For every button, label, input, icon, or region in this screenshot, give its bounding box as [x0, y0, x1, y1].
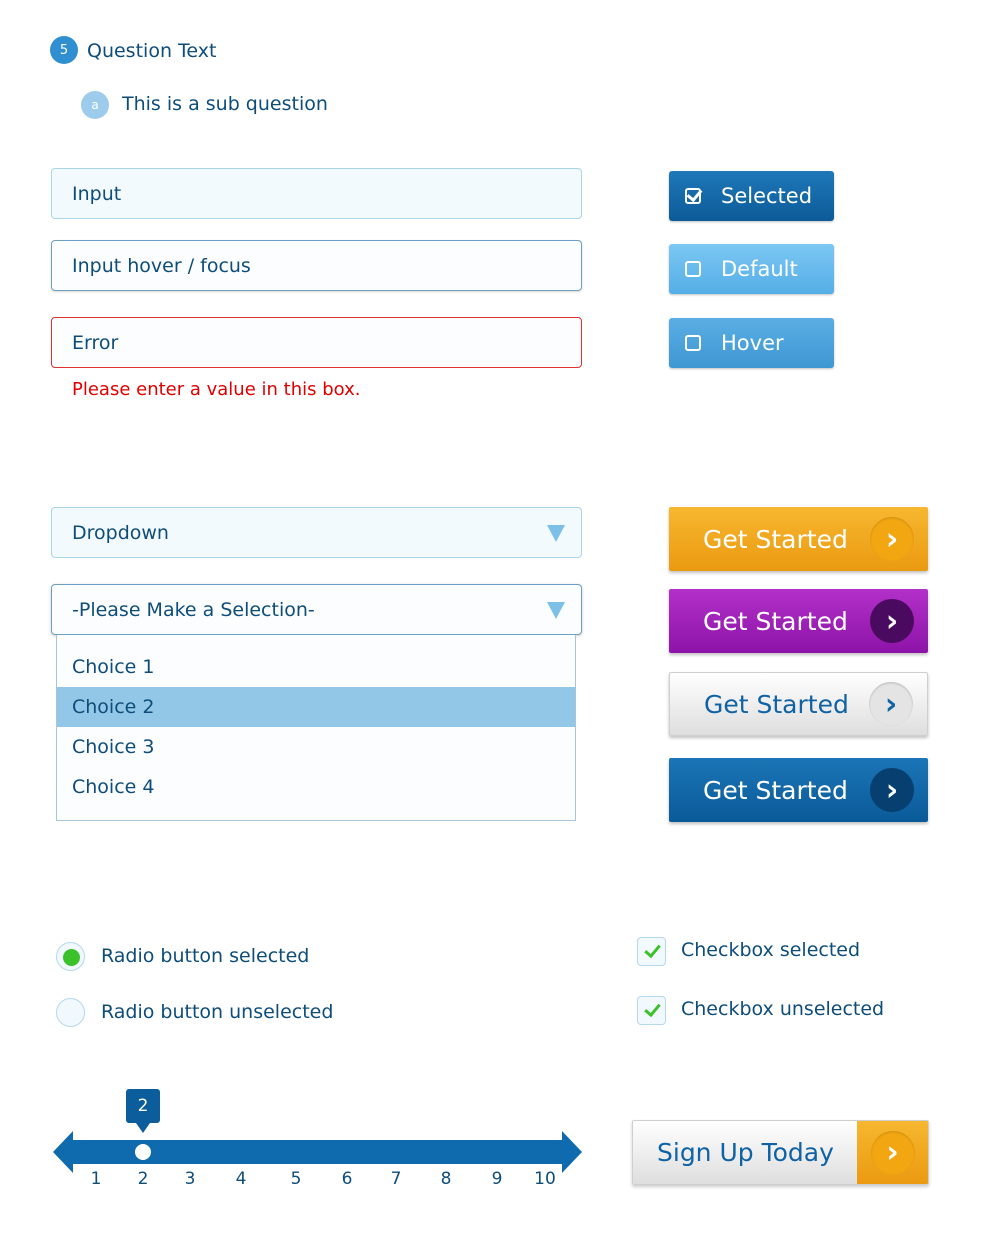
slider-tick-label: 10: [534, 1169, 556, 1189]
sign-up-label: Sign Up Today: [633, 1121, 857, 1184]
chevron-right-icon: ›: [871, 1131, 915, 1175]
chevron-right-icon: ›: [870, 599, 914, 643]
dropdown-option-highlighted[interactable]: Choice 2: [57, 687, 575, 727]
get-started-label: Get Started: [704, 689, 849, 719]
checkbox-empty-icon: [685, 261, 701, 277]
chevron-right-icon: ›: [870, 517, 914, 561]
dropdown-closed-value: Dropdown: [72, 521, 169, 544]
checkbox-unselected[interactable]: [637, 996, 666, 1025]
get-started-blue-button[interactable]: [669, 758, 928, 822]
get-started-grey-button[interactable]: [669, 672, 928, 736]
slider-tick-label: 1: [90, 1169, 102, 1189]
slider-tick-label: 8: [440, 1169, 452, 1189]
checkbox-unselected-label: Checkbox unselected: [681, 998, 885, 1020]
dropdown-open-value: -Please Make a Selection-: [72, 598, 315, 621]
sign-up-arrow: [857, 1121, 928, 1184]
dropdown-open[interactable]: [51, 584, 582, 635]
slider-tick-label: 3: [184, 1169, 196, 1189]
chevron-right-icon: ›: [869, 682, 913, 726]
toggle-hover-label: Hover: [721, 331, 784, 355]
text-input-hover[interactable]: Input hover / focus: [51, 240, 582, 291]
slider-tick-label: 2: [137, 1169, 149, 1189]
toggle-default-button[interactable]: [669, 244, 834, 294]
get-started-label: Get Started: [703, 524, 848, 554]
slider-handle[interactable]: [135, 1144, 151, 1160]
toggle-selected-label: Selected: [721, 184, 813, 208]
triangle-down-icon: [547, 525, 565, 542]
checkbox-selected-label: Checkbox selected: [681, 939, 861, 961]
triangle-down-icon: [547, 602, 565, 619]
slider-track[interactable]: [53, 1130, 582, 1174]
error-message: Please enter a value in this box.: [72, 379, 361, 400]
toggle-selected-button[interactable]: [669, 171, 834, 221]
toggle-hover-button[interactable]: [669, 318, 834, 368]
dropdown-closed[interactable]: [51, 507, 582, 558]
dropdown-option[interactable]: Choice 1: [72, 656, 155, 678]
radio-unselected-label: Radio button unselected: [101, 1001, 334, 1023]
get-started-label: Get Started: [703, 606, 848, 636]
get-started-label: Get Started: [703, 775, 848, 805]
dropdown-option[interactable]: Choice 4: [72, 776, 155, 798]
radio-selected[interactable]: [56, 942, 85, 971]
checkbox-checked-icon: [685, 188, 701, 204]
checkbox-selected[interactable]: [637, 937, 666, 966]
text-input[interactable]: Input: [51, 168, 582, 219]
subquestion-text: This is a sub question: [122, 93, 328, 115]
slider-tick-label: 4: [235, 1169, 247, 1189]
dropdown-options-list: [56, 635, 576, 821]
get-started-orange-button[interactable]: [669, 507, 928, 571]
slider-tick-label: 7: [390, 1169, 402, 1189]
sign-up-button[interactable]: [632, 1120, 929, 1185]
subquestion-letter-badge: a: [81, 91, 109, 119]
question-number-badge: 5: [50, 36, 78, 64]
get-started-purple-button[interactable]: [669, 589, 928, 653]
dropdown-option[interactable]: Choice 3: [72, 736, 155, 758]
text-input-error[interactable]: Error: [51, 317, 582, 368]
slider-value-pin: 2: [126, 1089, 160, 1123]
slider-tick-label: 9: [491, 1169, 503, 1189]
question-text: Question Text: [87, 40, 217, 62]
slider-tick-label: 5: [290, 1169, 302, 1189]
radio-selected-label: Radio button selected: [101, 945, 310, 967]
toggle-default-label: Default: [721, 257, 798, 281]
chevron-right-icon: ›: [870, 768, 914, 812]
checkbox-empty-icon: [685, 335, 701, 351]
slider-tick-label: 6: [341, 1169, 353, 1189]
radio-unselected[interactable]: [56, 998, 85, 1027]
